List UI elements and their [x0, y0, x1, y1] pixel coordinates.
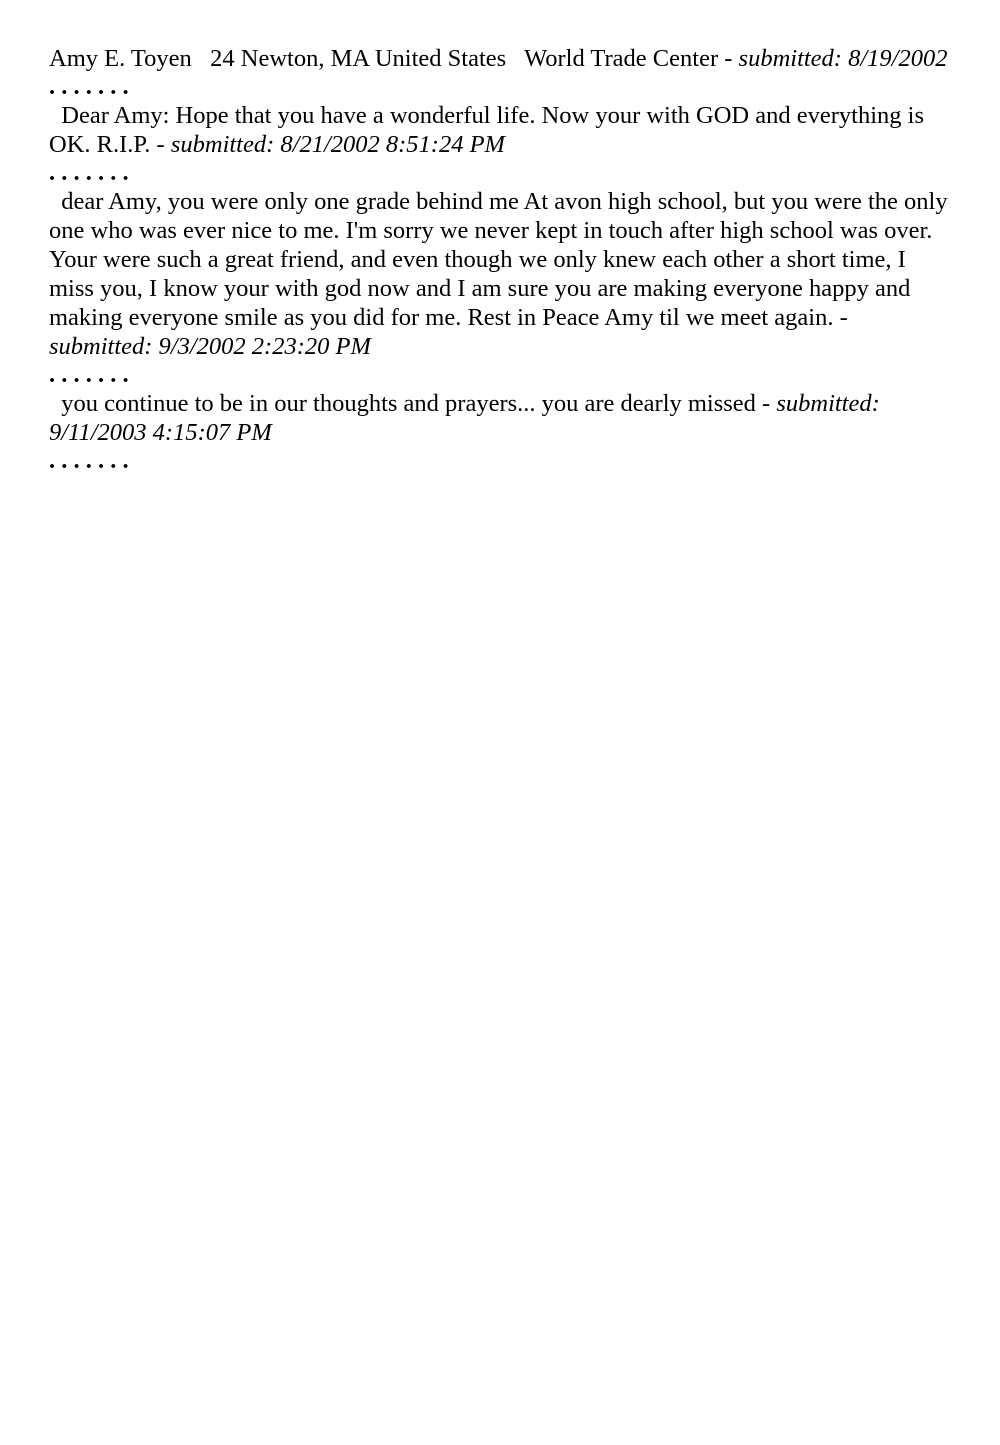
separator: . . . . . . . [49, 73, 129, 100]
comment-text: dear Amy, you were only one grade behind me At avon high school, but you were the only one who was ever nice to me. I'm sorry we never kept in touch after high school was over. Your were such a great friend, and even though we only knew each other a short time, I miss you, I know your with god now and I am sure you are making everyone happy and making everyone smile as you did for me. Rest in Peace Amy til we meet again. - [49, 188, 954, 331]
header-submitted: submitted: 8/19/2002 [738, 45, 948, 72]
memorial-header [49, 44, 954, 73]
separator: . . . . . . . [49, 159, 129, 186]
comment-entry [49, 389, 954, 447]
header-text: Amy E. Toyen 24 Newton, MA United States World Trade Center - [49, 45, 739, 72]
comment-submitted: submitted: 9/11/2003 4:15:07 PM [49, 390, 886, 446]
memorial-page [49, 44, 954, 475]
comment-submitted: submitted: 8/21/2002 8:51:24 PM [170, 131, 505, 158]
separator: . . . . . . . [49, 361, 129, 388]
comment-submitted: submitted: 9/3/2002 2:23:20 PM [49, 333, 371, 360]
comment-entry [49, 101, 954, 159]
comment-text: you continue to be in our thoughts and prayers... you are dearly missed - [49, 390, 777, 417]
separator: . . . . . . . [49, 447, 129, 474]
comment-entry [49, 187, 954, 361]
comment-text: Dear Amy: Hope that you have a wonderful life. Now your with GOD and everything is OK. R.I.P. - [49, 102, 931, 158]
